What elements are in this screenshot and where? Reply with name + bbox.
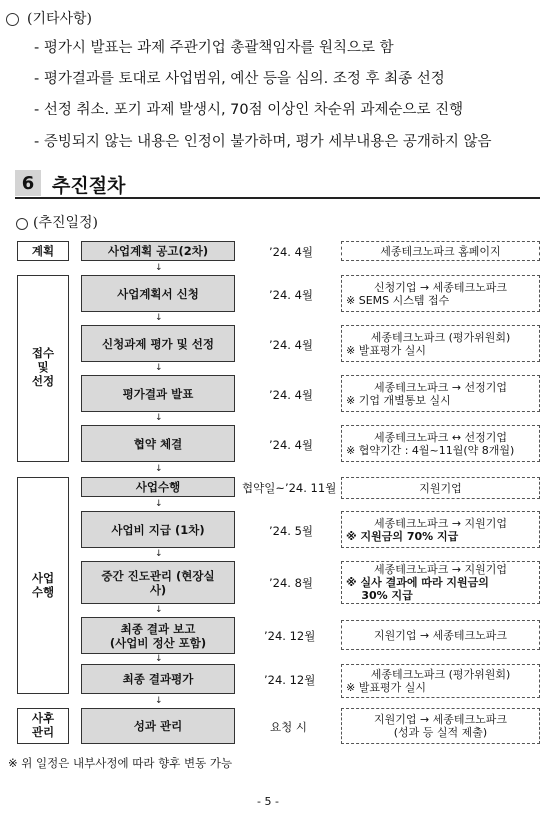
desc-agreement	[341, 425, 540, 462]
down-arrow-icon: ↓	[155, 313, 163, 323]
desc-line: ※ 기업 개별통보 실시	[346, 393, 451, 407]
etc-heading: (기타사항)	[27, 11, 93, 27]
date-evaluation: ’24. 4월	[269, 338, 314, 352]
etc-bullet-1: - 평가시 발표는 과제 주관기업 총괄책임자를 원칙으로 함	[34, 40, 394, 56]
down-arrow-icon: ↓	[155, 464, 163, 474]
desc-line: ※ 협약기간 : 4월~11월(약 8개월)	[346, 443, 515, 457]
date-application: ’24. 4월	[269, 288, 314, 302]
down-arrow-icon: ↓	[155, 263, 163, 273]
step-interim-check: 중간 진도관리 (현장실 사)	[81, 561, 235, 604]
section-number: 6	[15, 170, 41, 196]
desc-payment-1	[341, 511, 540, 548]
down-arrow-icon: ↓	[155, 499, 163, 509]
desc-line: 세종테크노파크 홈페이지	[380, 244, 501, 258]
desc-line: 지원기업 → 세종테크노파크	[373, 628, 508, 642]
desc-line: 지원기업 → 세종테크노파크	[373, 713, 508, 726]
category-execution-label: 사업 수행	[31, 571, 55, 599]
step-final-report: 최종 결과 보고 (사업비 정산 포함)	[81, 617, 235, 654]
date-execution: 협약일~’24. 11월	[242, 481, 337, 495]
desc-final-evaluation	[341, 664, 540, 698]
section-title: 추진절차	[52, 175, 126, 197]
etc-bullet-3: - 선정 취소. 포기 과제 발생시, 70점 이상인 차순위 과제순으로 진행	[34, 102, 464, 118]
down-arrow-icon: ↓	[155, 696, 163, 706]
date-final-report: ’24. 12월	[264, 629, 316, 643]
date-payment-1: ’24. 5월	[269, 524, 314, 538]
step-payment-1: 사업비 지급 (1차)	[81, 511, 235, 548]
etc-bullet-4: - 증빙되지 않는 내용은 인정이 불가하며, 평가 세부내용은 공개하지 않음	[34, 134, 492, 150]
step-result-announce: 평가결과 발표	[81, 375, 235, 412]
date-interim-check: ’24. 8월	[269, 576, 314, 590]
desc-line: ※ 실사 결과에 따라 지원금의	[346, 576, 489, 589]
desc-line: 세종테크노파크 ↔ 선정기업	[373, 430, 508, 444]
down-arrow-icon: ↓	[155, 654, 163, 664]
desc-final-report	[341, 620, 540, 650]
desc-application	[341, 275, 540, 312]
page-number: - 5 -	[257, 795, 279, 808]
circle-bullet-icon	[16, 218, 28, 230]
section-underline	[15, 197, 540, 199]
category-plan: 계획	[17, 241, 69, 261]
down-arrow-icon: ↓	[155, 363, 163, 373]
down-arrow-icon: ↓	[155, 413, 163, 423]
category-after-label: 사후 관리	[31, 711, 55, 739]
circle-bullet-icon	[6, 13, 19, 26]
desc-evaluation	[341, 325, 540, 362]
step-plan-notice: 사업계획 공고(2차)	[81, 241, 235, 261]
desc-line: 세종테크노파크 (평가위원회)	[370, 668, 511, 681]
desc-interim-check	[341, 561, 540, 604]
desc-line: (성과 등 실적 제출)	[393, 726, 488, 739]
desc-performance-mgmt	[341, 708, 540, 744]
desc-line: 세종테크노파크 (평가위원회)	[370, 330, 511, 344]
desc-line: ※ 발표평가 실시	[346, 681, 426, 694]
desc-line: ※ 지원금의 70% 지급	[346, 529, 459, 543]
desc-line: 세종테크노파크 → 지원기업	[373, 516, 508, 530]
desc-plan-notice	[341, 241, 540, 261]
date-agreement: ’24. 4월	[269, 438, 314, 452]
step-performance-mgmt: 성과 관리	[81, 708, 235, 744]
etc-bullet-2: - 평가결과를 토대로 사업범위, 예산 등을 심의. 조정 후 최종 선정	[34, 71, 445, 87]
down-arrow-icon: ↓	[155, 549, 163, 559]
desc-line: 세종테크노파크 → 선정기업	[373, 380, 508, 394]
desc-line: 30% 지급	[346, 589, 413, 602]
step-final-evaluation: 최종 결과평가	[81, 664, 235, 694]
step-evaluation: 신청과제 평가 및 선정	[81, 325, 235, 362]
desc-line: 세종테크노파크 → 지원기업	[373, 563, 508, 576]
date-performance-mgmt: 요청 시	[270, 720, 307, 734]
step-agreement: 협약 체결	[81, 425, 235, 462]
schedule-heading: (추진일정)	[33, 215, 99, 231]
footnote: ※ 위 일정은 내부사정에 따라 향후 변동 가능	[8, 756, 233, 770]
date-plan-notice: ’24. 4월	[269, 245, 314, 259]
date-final-evaluation: ’24. 12월	[264, 673, 316, 687]
desc-execution	[341, 477, 540, 499]
step-execution: 사업수행	[81, 477, 235, 497]
step-application: 사업계획서 신청	[81, 275, 235, 312]
date-result-announce: ’24. 4월	[269, 388, 314, 402]
category-selection-label: 접수 및 선정	[31, 346, 55, 388]
desc-line: ※ 발표평가 실시	[346, 343, 426, 357]
desc-line: 신청기업 → 세종테크노파크	[373, 280, 508, 294]
desc-result-announce	[341, 375, 540, 412]
down-arrow-icon: ↓	[155, 605, 163, 615]
desc-line: 지원기업	[419, 481, 462, 495]
desc-line: ※ SEMS 시스템 접수	[346, 293, 450, 307]
